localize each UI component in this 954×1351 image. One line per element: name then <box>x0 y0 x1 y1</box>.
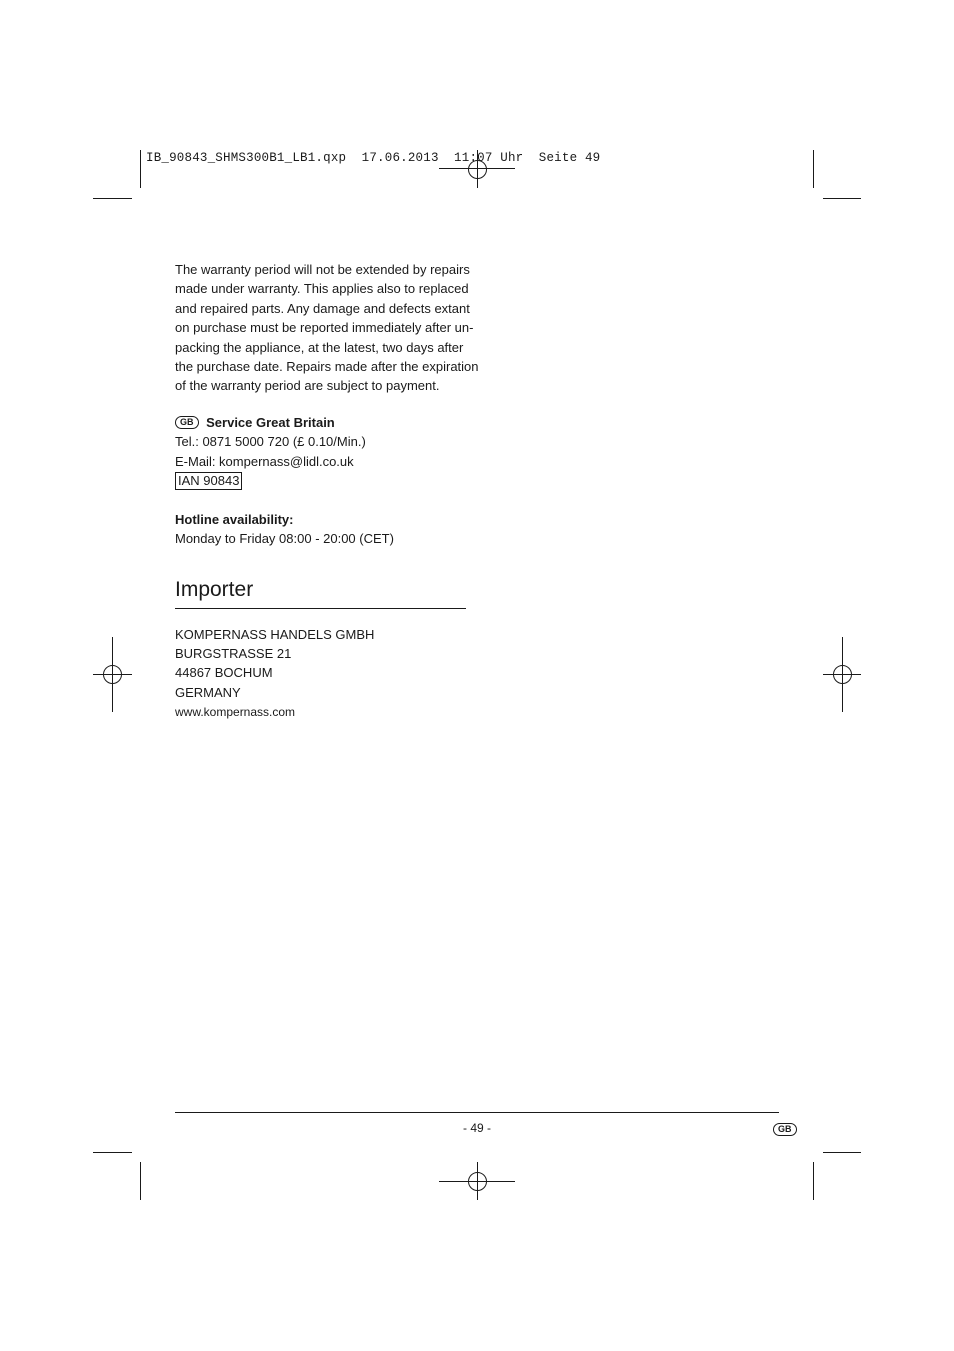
page-number: - 49 - <box>462 1121 491 1135</box>
file-slug-line: IB_90843_SHMS300B1_LB1.qxp 17.06.2013 11:07 Uhr Seite 49 <box>146 151 601 165</box>
hotline-hours: Monday to Friday 08:00 - 20:00 (CET) <box>175 531 394 546</box>
service-title-row <box>175 413 335 432</box>
warranty-paragraph <box>175 260 479 396</box>
importer-address-line: BURGSTRASSE 21 <box>175 646 292 661</box>
warranty-line: the purchase date. Repairs made after the expiration <box>175 359 479 375</box>
warranty-line: and repaired parts. Any damage and defects extant <box>175 300 470 316</box>
service-title: Service Great Britain <box>206 415 335 430</box>
service-tel: Tel.: 0871 5000 720 (£ 0.10/Min.) <box>175 434 366 449</box>
hotline-title: Hotline availability: <box>175 512 294 527</box>
gb-country-badge: GB <box>175 416 199 429</box>
heading-underline <box>175 608 466 609</box>
footer-rule <box>175 1112 779 1113</box>
ian-box-wrapper <box>175 471 242 490</box>
warranty-line: The warranty period will not be extended by repairs <box>175 262 470 277</box>
footer-badge-wrapper <box>773 1121 797 1139</box>
importer-website: www.kompernass.com <box>175 705 296 719</box>
importer-address-line: 44867 BOCHUM <box>175 665 273 680</box>
importer-address-line: GERMANY <box>175 685 241 700</box>
warranty-line: packing the appliance, at the latest, two days after <box>175 339 464 355</box>
importer-heading: Importer <box>175 578 254 601</box>
service-email: E-Mail: kompernass@lidl.co.uk <box>175 454 354 469</box>
ian-number: IAN 90843 <box>175 472 242 490</box>
importer-address-line: KOMPERNASS HANDELS GMBH <box>175 627 375 642</box>
warranty-line: made under warranty. This applies also to replaced <box>175 281 469 297</box>
warranty-line: of the warranty period are subject to payment. <box>175 378 440 394</box>
gb-country-badge: GB <box>773 1123 797 1136</box>
warranty-line: on purchase must be reported immediately after un- <box>175 320 474 336</box>
